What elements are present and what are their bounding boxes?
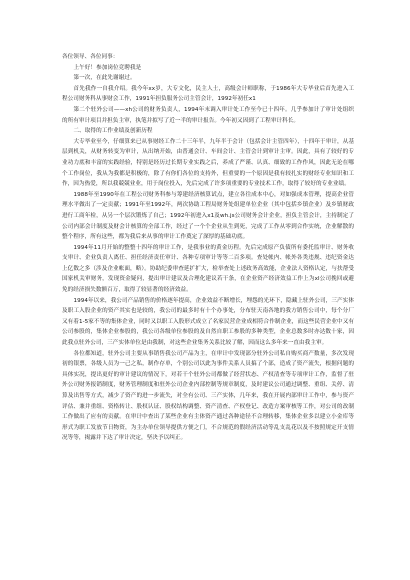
paragraph-self-intro: 首先我作一自我介绍。我今年xx岁，大专文化，民主人士，高级会计师职称，于1986年大专毕业后首先进入工程公司财务科从事财会工作，1991年担负服务公司主管会计，1992年初任x1: [62, 85, 354, 103]
document-body: [62, 52, 354, 444]
paragraph-branch-companies: 1994年以来，我公司产品销售的价格逐年提高，企业效益不断增长，埋怨的光环下，隐藏上驻外公司，三产实体及职工入股企业的资产其实也是较的，我公司的最多时有十个办事处，分布驻天南各地的我方销售公司中，每个分厂又有着1-5家不等的集体企业，同时又以职工入股形式成立了名家民营企业成相符合作制企业，而这些民营企业中又有公司参股的，集体企业参股的，我公司各级单位参股的及自然自职工参股的多种类型，企业总数多时亦达数十家，因此我点驻外公司，三产实体单位是由我制，对这些企业集务关系比较了解，因而这么多年来一直由我主审。: [62, 297, 354, 347]
paragraph-thanks: 第一次，在此先谢谢过。: [73, 75, 136, 82]
paragraph-career: 第二个驻外公司——xh公司的财务负责人，1994年末调入审计处工作至今已十四年。几乎参加计了审计处组织的所有审计项目并担负主审，执笔并拟写了近一半的审计报告。今年初又因到了工程审计科长。: [62, 106, 354, 124]
paragraph-1988-1992: 1988年至1990年在工程公司财务科参与筹建经济核算试点，建立各往成本中心，对如强成本管理，提高企业管理水平做出了一定贡献；1991年至1992年，两次协助工程局财务处组建单位企业（其中包括乡镇企业）及乡镇财政进行工商年检，从另一个层次锻炼了自己；1992年初进入x1及wh.js公司财务会计企业，担负主管会计，主持制定了公司内部会计制度及财会计核算的全部工作，经过了一个个企业从生到死，完成了工作从零到合作实统，企业解散的整个程序，所有这些，都为我后来从事的审计工作奠定了深厚的基础功底。: [62, 191, 354, 241]
paragraph-greeting: 上午好！参加岗位竞聘我是: [73, 64, 142, 71]
paragraph-findings: 各位都知道，驻外公司主要从事销售我公司产品为主，在审计中发现部分驻外公司私自购买商产数量，多次发现初的银票，各级人员为一己之私，制作存单，个别公司以此为事件关系人员搞了个部，造成了资产流失，根据问题的具体实况，提出更好的审计建议的情况下，对若干个驻外公司都做了经营状态、产权清查等专项审计工作，监督了驻外公司财务报销制度，财务管理制度和驻外公司企业内部控制等规章制度，及时建议公司通过调整、重组、关停、清算及出售等方式，减少了资产的进一步流失，对全有公司、三产实体，几年来，我在开展内部审计工作中，参与资产评估、兼并重组、资格转让、股权认证、股权结构调整、资产清查、产权登记、改造方案审核等工作，对公司的改制工作做出了应有的贡献。在审计中查出了某些企业有主体资产通过各种途径不合理转移，集体企业多以建立小金库等形式为职工发放节日物资，为主办单位领导提供方便之门，不合规范的假经济活动等乱支乱花以及不按照规定开支情况等等，揭露并下达了审计决定，坚决予以纠正。: [62, 350, 354, 442]
section-heading: 二、取得的工作业绩及创新历程: [73, 128, 153, 135]
paragraph-experience: 大专毕业至今，仔细算来已从事财经工作二十三年半，九年半于会计（包括会计主管四年），十四年于审计，从基层到机关，从财务转变为审计，从出纳开始，由普通会计、车间会计、主管会计到审计主审。因此，具有了较好的专业功力底和丰富的实践经验，特别是经历过长期专业实践之后，养成了严谨、认真、细致的工作作风，因此无论在哪个工作岗位，我从为我都是积极的，除了有你们各位的支持外，但重要的一个原因是我有较扎实的财经专业知识和工作，因为热爱，所以我兢兢业业，用于岗位投入，先后完成了许多项重要的专业技术工作，取得了较好的专业业绩。: [62, 138, 354, 188]
salutation: 各位领导、各位同事：: [62, 54, 119, 60]
paragraph-audit-career: 1994年11月开始的整整十四年的审计工作，是我事业的黄金历程。先后完成原产负债所有委托监审计、财务收支审计、企业负责人离任、担任经济责任审计、各种专项审计等等二百多项。查处帐内、帐外各类违规、违纪资金达上亿数之多（涉及企业帐面，略）。协助纪委审查延扩扩大，检举查处上述政务高效能，企业法人资格认定，与扶帮受国家机关审财务，发现资金疑问，提出审计建议及合理化建议若干条，在企业资产经济效益工作上为xl公司挽回或避免的经济损失数额百万，取得了较显著的经济效益。: [62, 244, 354, 294]
